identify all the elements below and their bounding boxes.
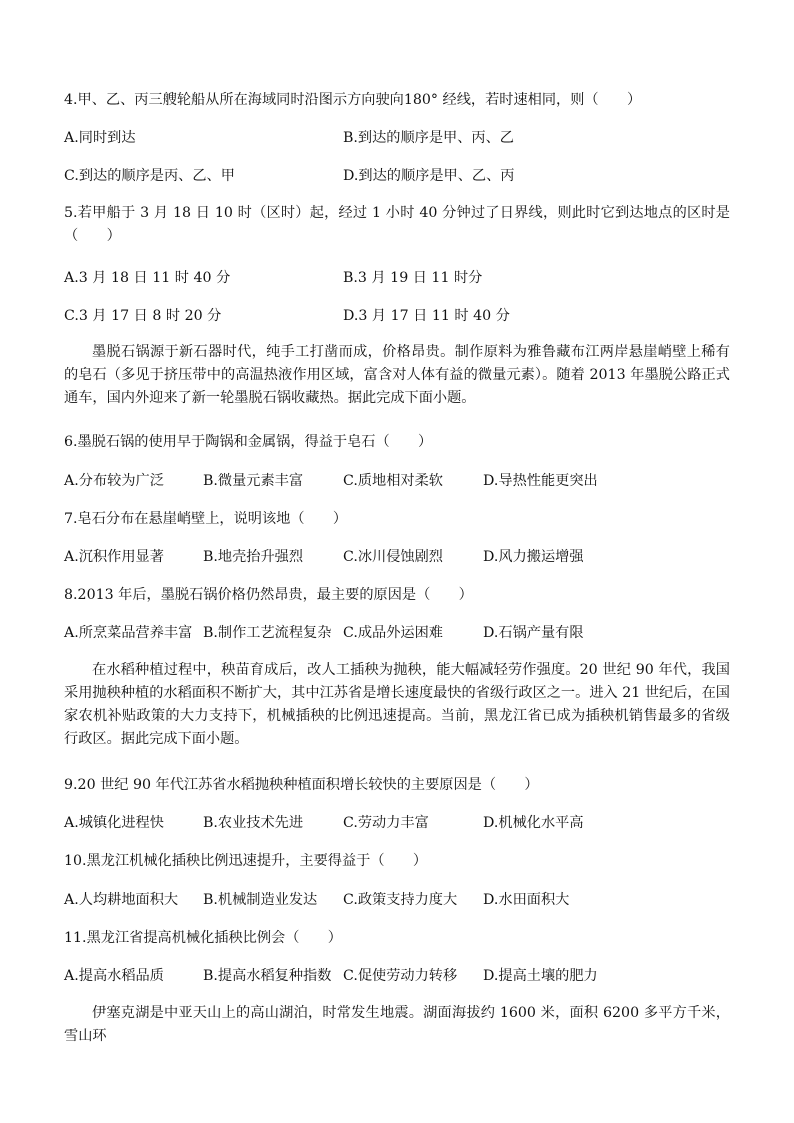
question-5-option-a: A.3 月 18 日 11 时 40 分	[64, 270, 231, 286]
question-5-stem: 5.若甲船于 3 月 18 日 10 时（区时）起，经过 1 小时 40 分钟过了日界线，则此时它到达地点的区时是（ ）	[64, 205, 730, 244]
question-8-option-d: D.石锅产量有限	[483, 625, 584, 641]
question-11-option-b: B.提高水稻复种指数	[203, 968, 332, 984]
question-10-option-d: D.水田面积大	[483, 892, 570, 908]
question-4-option-d: D.到达的顺序是甲、乙、丙	[343, 168, 515, 184]
question-5-option-b: B.3 月 19 日 11 时分	[343, 270, 483, 286]
question-7-stem: 7.皂石分布在悬崖峭壁上，说明该地（ ）	[64, 511, 348, 527]
question-11-option-c: C.促使劳动力转移	[343, 968, 458, 984]
question-4-option-c: C.到达的顺序是丙、乙、甲	[64, 168, 235, 184]
question-6-option-b: B.微量元素丰富	[203, 473, 304, 489]
question-6-stem: 6.墨脱石锅的使用早于陶锅和金属锅，得益于皂石（ ）	[64, 434, 433, 450]
question-5-option-c: C.3 月 17 日 8 时 20 分	[64, 308, 222, 324]
question-11-option-d: D.提高土壤的肥力	[483, 968, 598, 984]
question-4-option-a: A.同时到达	[64, 130, 136, 146]
question-9-option-b: B.农业技术先进	[203, 815, 304, 831]
question-10-option-c: C.政策支持力度大	[343, 892, 458, 908]
question-8-option-c: C.成品外运困难	[343, 625, 443, 641]
question-9-option-a: A.城镇化进程快	[64, 815, 164, 831]
question-5-option-d: D.3 月 17 日 11 时 40 分	[343, 308, 510, 324]
question-9-option-c: C.劳动力丰富	[343, 815, 429, 831]
question-4-stem: 4.甲、乙、丙三艘轮船从所在海域同时沿图示方向驶向180° 经线，若时速相同，则（ ）	[64, 92, 642, 108]
question-7-option-b: B.地壳抬升强烈	[203, 549, 304, 565]
question-6-option-c: C.质地相对柔软	[343, 473, 443, 489]
passage-rice-transplanting: 在水稻种植过程中，秧苗育成后，改人工插秧为抛秧，能大幅减轻劳作强度。20 世纪 90 年代，我国采用抛秧种植的水稻面积不断扩大，其中江苏省是增长速度最快的省级行政区之一。进入 21 世纪后，在国家农机补贴政策的大力支持下，机械插秧的比例迅速提高。当前，黑龙江省已成为插秧机销售最多的省级行政区。据此完成下面小题。	[64, 662, 730, 747]
question-7-option-c: C.冰川侵蚀剧烈	[343, 549, 443, 565]
question-9-option-d: D.机械化水平高	[483, 815, 584, 831]
question-7-option-d: D.风力搬运增强	[483, 549, 584, 565]
passage-mutuo-stone-pot: 墨脱石锅源于新石器时代，纯手工打凿而成，价格昂贵。制作原料为雅鲁藏布江两岸悬崖峭壁上稀有的皂石（多见于挤压带中的高温热液作用区域，富含对人体有益的微量元素）。随着 2013 年墨脱公路正式通车，国内外迎来了新一轮墨脱石锅收藏热。据此完成下面小题。	[64, 344, 730, 406]
question-9-stem: 9.20 世纪 90 年代江苏省水稻抛秧种植面积增长较快的主要原因是（ ）	[64, 777, 539, 793]
question-10-stem: 10.黑龙江机械化插秧比例迅速提升，主要得益于（ ）	[64, 853, 428, 869]
question-8-option-b: B.制作工艺流程复杂	[203, 625, 332, 641]
question-11-option-a: A.提高水稻品质	[64, 968, 164, 984]
question-10-option-a: A.人均耕地面积大	[64, 892, 179, 908]
question-6-option-a: A.分布较为广泛	[64, 473, 164, 489]
passage-issyk-kul: 伊塞克湖是中亚天山上的高山湖泊，时常发生地震。湖面海拔约 1600 米，面积 6200 多平方千米，雪山环	[64, 1005, 730, 1044]
question-8-stem: 8.2013 年后，墨脱石锅价格仍然昂贵，最主要的原因是（ ）	[64, 587, 473, 603]
question-4-option-b: B.到达的顺序是甲、丙、乙	[343, 130, 514, 146]
question-7-option-a: A.沉积作用显著	[64, 549, 164, 565]
question-10-option-b: B.机械制造业发达	[203, 892, 318, 908]
question-6-option-d: D.导热性能更突出	[483, 473, 598, 489]
question-11-stem: 11.黑龙江省提高机械化插秧比例会（ ）	[64, 930, 342, 946]
question-8-option-a: A.所烹菜品营养丰富	[64, 625, 193, 641]
